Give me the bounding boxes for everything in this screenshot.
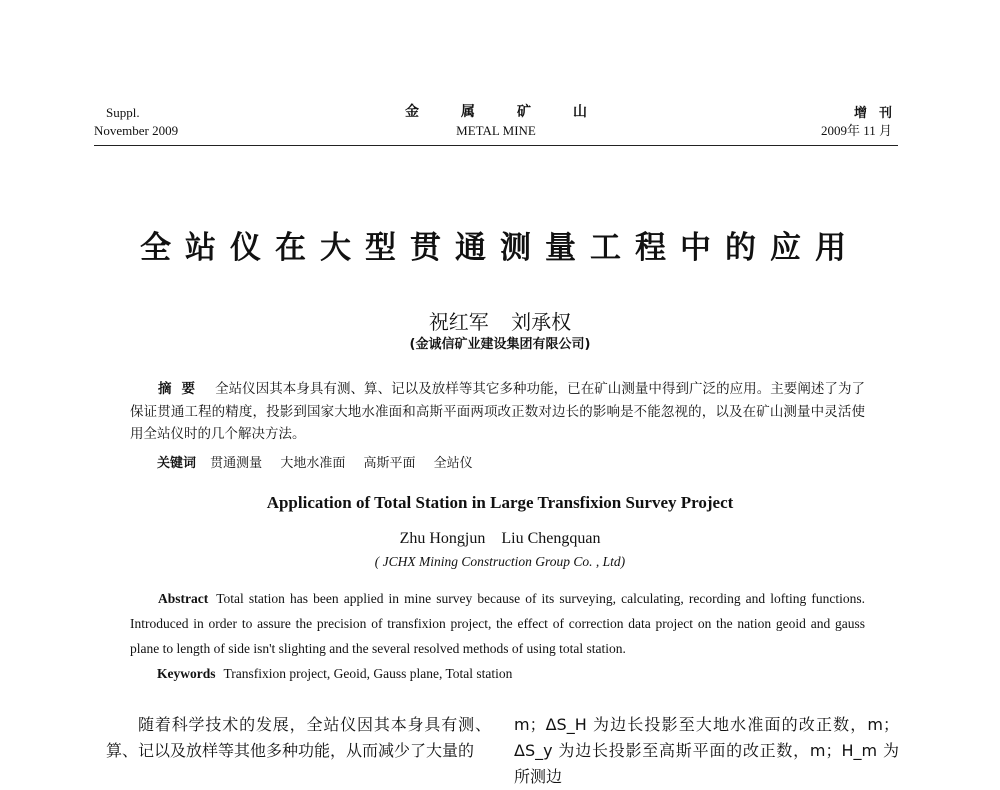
keyword-cn-3: 高斯平面 — [363, 456, 416, 471]
body-column-right — [514, 712, 899, 790]
keywords-cn-label: 关键词 — [157, 456, 197, 471]
keyword-cn-4: 全站仪 — [433, 456, 473, 471]
abstract-cn-label: 摘要 — [158, 381, 206, 397]
paper-title-en: Application of Total Station in Large Transfixion Survey Project — [266, 493, 734, 512]
affiliation-en: ( JCHX Mining Construction Group Co. , Ltd) — [374, 554, 626, 569]
header-right — [820, 104, 904, 140]
abstract-en — [130, 586, 865, 661]
header-date-en: November 2009 — [94, 123, 179, 138]
body-column-left — [106, 712, 491, 764]
authors-en — [0, 530, 1000, 548]
keyword-cn-1: 贯通测量 — [210, 456, 263, 471]
header-suppl: Suppl. — [106, 105, 140, 120]
body-paragraph-left: 随着科学技术的发展，全站仪因其本身具有测、算、记以及放样等其他多种功能，从而减少了大量的 — [106, 715, 491, 760]
journal-name-cn: 金属矿山 — [405, 105, 629, 120]
running-header — [94, 104, 904, 144]
abstract-en-text: Total station has been applied in mine survey because of its surveying, calculating, recording and lofting functions. Introduced in order to assure the precision of transfixion project, the effect of correction data project on the nation geoid and gauss plane to length of side isn't slighting and the several resolved methods of using total station. — [130, 591, 865, 656]
header-rule — [94, 145, 898, 146]
keywords-cn — [157, 452, 487, 471]
author-cn-2: 刘承权 — [511, 310, 572, 334]
body-paragraph-right: m；ΔS_H 为边长投影至大地水准面的改正数，m；ΔS_y 为边长投影至高斯平面的改正数，m；H_m 为所测边 — [514, 715, 899, 786]
header-suppl-cn: 增刊 — [853, 105, 904, 120]
authors-cn — [0, 306, 1000, 335]
affiliation-cn: (金诚信矿业建设集团有限公司) — [409, 337, 591, 352]
keywords-en — [157, 666, 512, 682]
author-en-1: Zhu Hongjun — [399, 530, 486, 547]
abstract-cn — [130, 378, 865, 446]
abstract-cn-text: 全站仪因其本身具有测、算、记以及放样等其它多种功能，已在矿山测量中得到广泛的应用。主要阐述了为了保证贯通工程的精度，投影到国家大地水准面和高斯平面两项改正数对边长的影响是不能忽视的，以及在矿山测量中灵活使用全站仪时的几个解决方法。 — [130, 381, 866, 442]
author-en-2: Liu Chengquan — [501, 530, 601, 547]
keyword-cn-2: 大地水准面 — [280, 456, 346, 471]
keywords-en-label: Keywords — [157, 666, 216, 681]
header-center — [94, 104, 898, 140]
journal-name-en: METAL MINE — [456, 123, 536, 138]
abstract-en-label: Abstract — [158, 591, 209, 606]
author-cn-1: 祝红军 — [428, 310, 489, 334]
header-date-cn: 2009年 11 月 — [820, 123, 892, 138]
paper-title-cn: 全站仪在大型贯通测量工程中的应用 — [140, 230, 860, 266]
keywords-en-text: Transfixion project, Geoid, Gauss plane, Total station — [223, 666, 513, 681]
